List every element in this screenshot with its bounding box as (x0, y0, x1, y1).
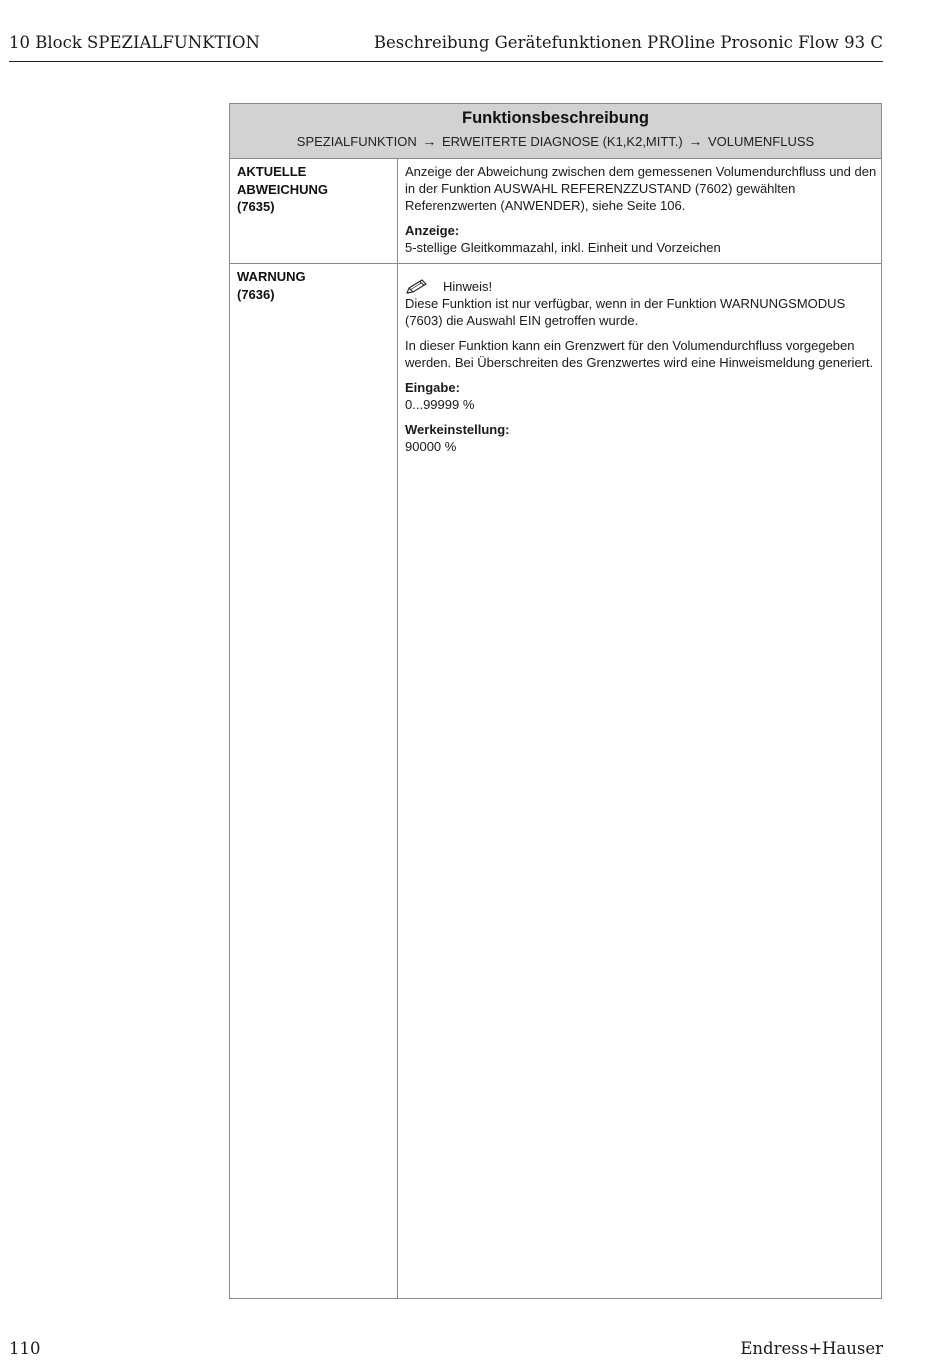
note-text: Diese Funktion ist nur verfügbar, wenn in der Funktion WARNUNGSMODUS (7603) die Auswahl EIN getroffen wurde. (405, 296, 846, 328)
function-description-cell (405, 163, 879, 264)
document-title: Beschreibung Gerätefunktionen PROline Prosonic Flow 93 C (373, 33, 883, 52)
section-title: 10 Block SPEZIALFUNKTION (9, 33, 260, 52)
arrow-right-icon: → (688, 133, 703, 149)
column-divider (397, 158, 398, 1298)
default-value: 90000 % (405, 439, 457, 454)
function-name-cell (237, 163, 392, 216)
page-header (9, 31, 883, 62)
path-level-3: VOLUMENFLUSS (708, 134, 815, 149)
function-description-table (229, 103, 882, 1299)
function-description-cell (405, 271, 879, 463)
table-title: Funktionsbeschreibung (461, 109, 649, 127)
display-block (405, 222, 879, 256)
function-code: (7636) (237, 286, 275, 302)
menu-path-breadcrumb (230, 133, 881, 149)
display-label: Anzeige: (405, 223, 460, 238)
note-header (405, 275, 879, 295)
default-label: Werkeinstellung: (405, 422, 510, 437)
page-footer (9, 1339, 883, 1361)
default-block (405, 421, 879, 455)
path-level-2: ERWEITERTE DIAGNOSE (K1,K2,MITT.) (441, 134, 683, 149)
function-code: (7635) (237, 199, 275, 214)
table-header (230, 104, 881, 159)
input-label: Eingabe: (405, 380, 460, 395)
pencil-note-icon (405, 278, 430, 295)
function-name-line: WARNUNG (237, 269, 306, 284)
arrow-right-icon: → (422, 133, 437, 149)
brand-logo-text: Endress+Hauser (740, 1339, 883, 1358)
function-name-cell (237, 268, 392, 303)
input-block (405, 379, 879, 413)
display-value: 5-stellige Gleitkommazahl, inkl. Einheit und Vorzeichen (405, 240, 721, 255)
path-level-1: SPEZIALFUNKTION (296, 134, 417, 149)
function-name-line: ABWEICHUNG (237, 181, 328, 197)
function-name-line: AKTUELLE (237, 164, 307, 179)
description-text: In dieser Funktion kann ein Grenzwert für den Volumendurchfluss vorgegeben werden. Bei Überschreiten des Grenzwertes wird eine Hinweismeldung generiert. (405, 338, 874, 370)
note-label: Hinweis! (443, 279, 493, 294)
page-number: 110 (9, 1339, 41, 1358)
input-value: 0...99999 % (405, 397, 475, 412)
description-text: Anzeige der Abweichung zwischen dem gemessenen Volumendurchfluss und den in der Funktion AUSWAHL REFERENZZUSTAND (7602) gewählten Referenzwerten (ANWENDER), siehe Seite 106. (405, 164, 877, 213)
